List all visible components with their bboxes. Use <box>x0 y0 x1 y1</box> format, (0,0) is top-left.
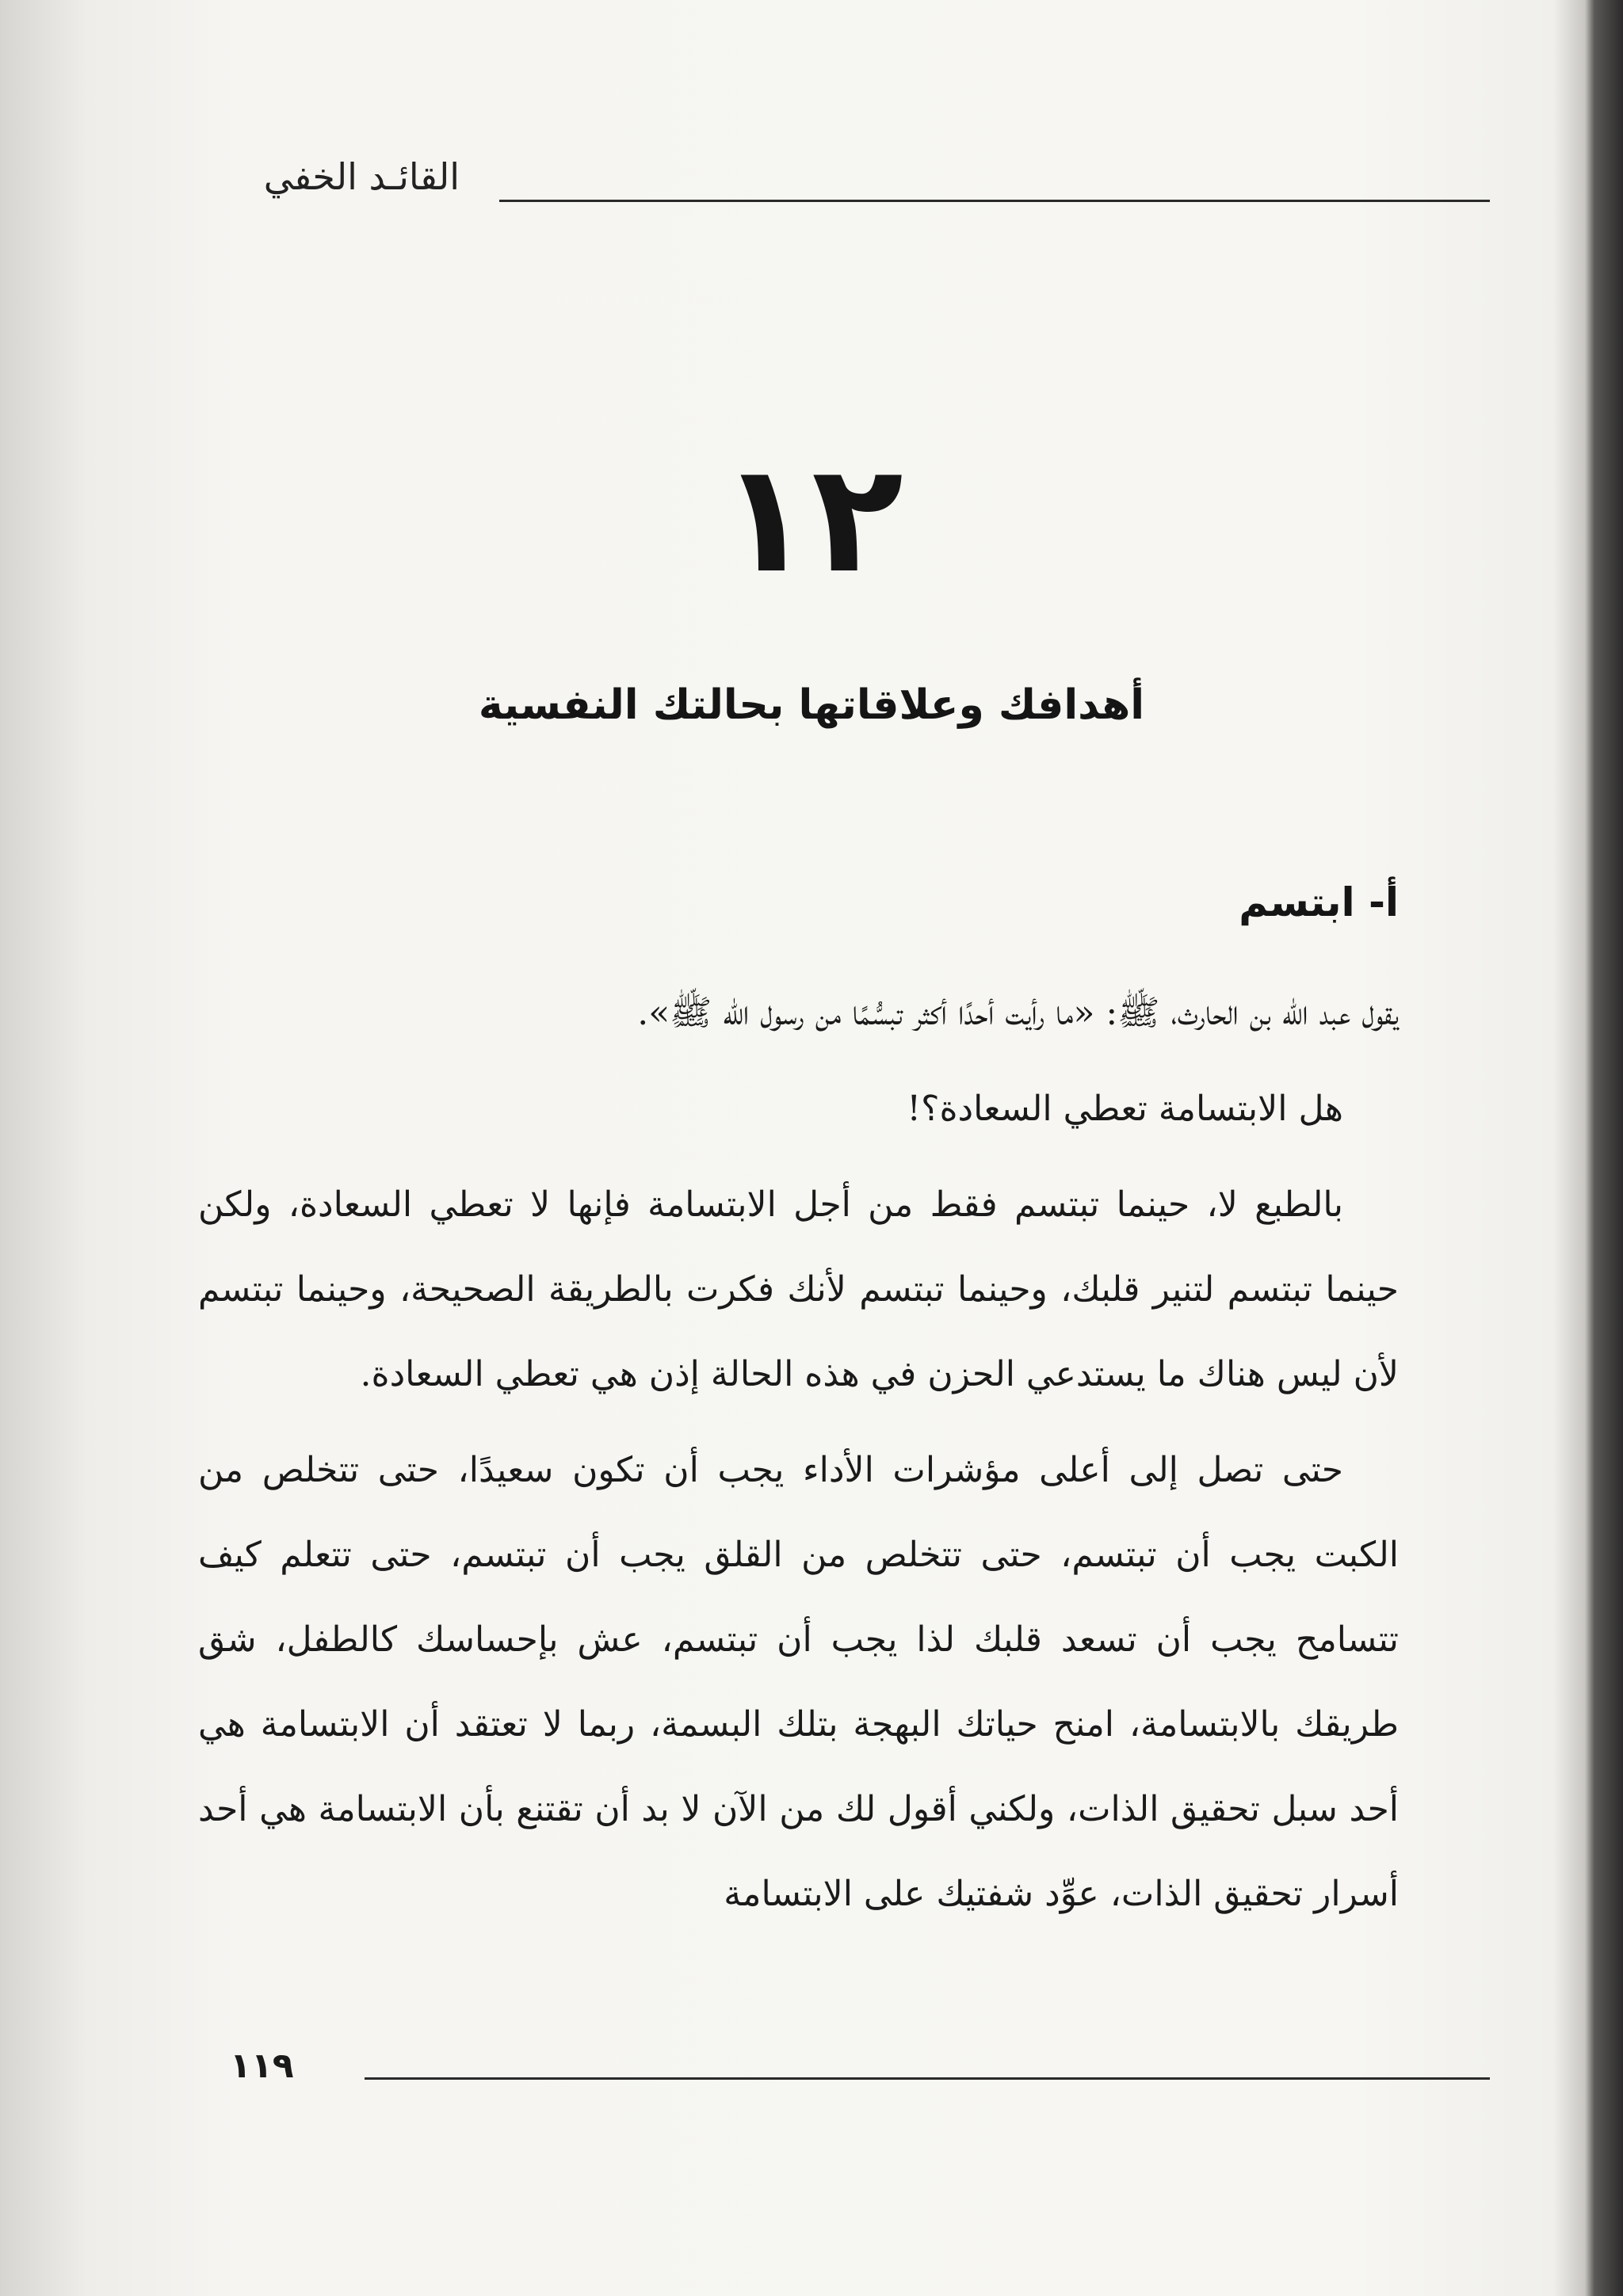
chapter-title: أهدافك وعلاقاتها بحالتك النفسية <box>478 681 1145 729</box>
chapter-number: ١٢ <box>720 431 903 606</box>
running-header-title: القائـد الخفي <box>263 155 460 198</box>
page-number: ١١٩ <box>230 2046 294 2086</box>
section-heading: أ- ابتسم <box>1239 879 1399 925</box>
header-rule <box>499 200 1490 202</box>
paragraph-advice: حتى تصل إلى أعلى مؤشرات الأداء يجب أن تكون سعيدًا، حتى تتخلص من الكبت يجب أن تبتسم، حتى تتخلص من القلق يجب أن تبتسم، حتى تتعلم كيف تتسامح يجب أن تسعد قلبك لذا يجب أن تبتسم، عش بإحساسك كالطفل، شق طريقك بالابتسامة، امنح حياتك البهجة بتلك البسمة، ربما لا تعتقد أن الابتسامة هي أحد سبل تحقيق الذات، ولكني أقول لك من الآن لا بد أن تقتنع بأن الابتسامة هي أحد أسرار تحقيق الذات، عوِّد شفتيك على الابتسامة <box>198 1450 1399 1914</box>
paragraph-quote: يقول عبد الله بن الحارث، ﷺ: «ما رأيت أحدًا أكثر تبسُّمًا من رسول الله ﷺ». <box>637 993 1399 1033</box>
paragraph-answer: بالطبع لا، حينما تبتسم فقط من أجل الابتسامة فإنها لا تعطي السعادة، ولكن حينما تبتسم لتنير قلبك، وحينما تبتسم لأنك فكرت بالطريقة الصحيحة، وحينما تبتسم لأن ليس هناك ما يستدعي الحزن في هذه الحالة إذن هي تعطي السعادة. <box>198 1184 1399 1394</box>
footer-rule <box>365 2077 1490 2080</box>
book-page <box>48 0 1585 2296</box>
paragraph-question: هل الابتسامة تعطي السعادة؟! <box>907 1089 1343 1129</box>
body-text <box>198 971 1399 1947</box>
